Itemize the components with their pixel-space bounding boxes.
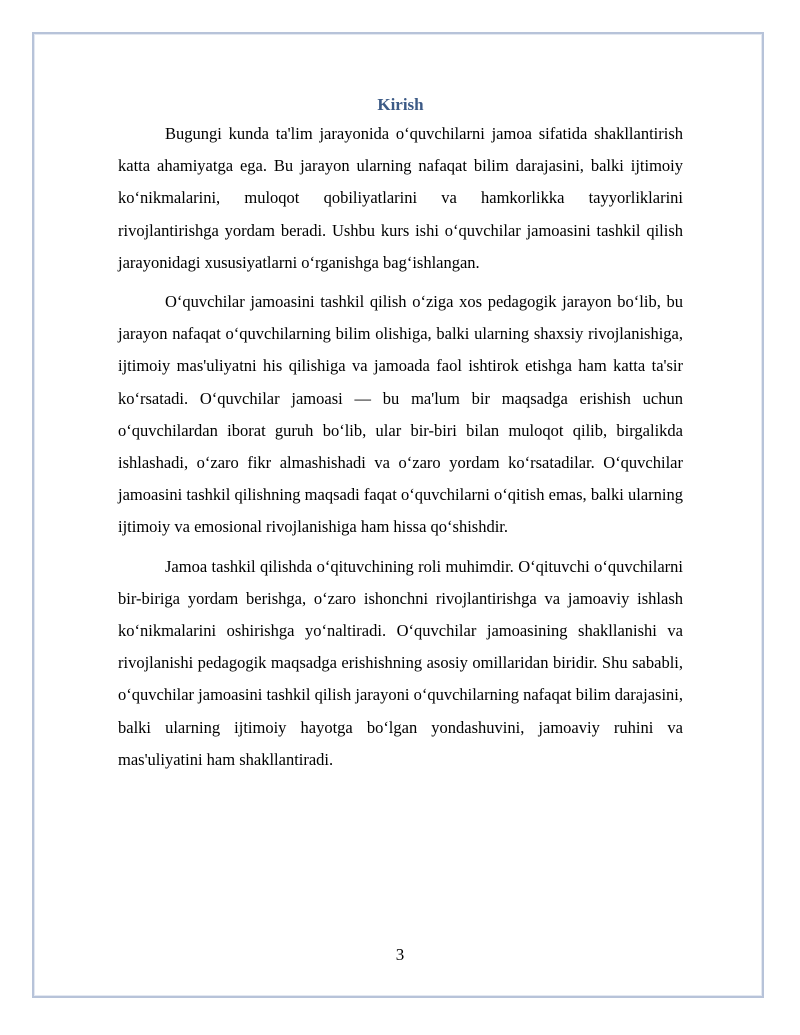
paragraph-1: Bugungi kunda ta'lim jarayonida oʻquvchilarni jamoa sifatida shakllantirish katta ahamiyatga ega. Bu jarayon ularning nafaqat bilim darajasini, balki ijtimoiy koʻnikmalarini, muloqot qobiliyatlarini va hamkorlikka tayyorliklarini rivojlantirishga yordam beradi. Ushbu kurs ishi oʻquvchilar jamoasini tashkil qilish jarayonidagi xususiyatlarni oʻrganishga bagʻishlangan. (118, 124, 683, 272)
section-title: Kirish (377, 95, 424, 114)
document-body (118, 92, 683, 783)
page-number: 3 (395, 945, 405, 964)
paragraph-2: Oʻquvchilar jamoasini tashkil qilish oʻziga xos pedagogik jarayon boʻlib, bu jarayon nafaqat oʻquvchilarning bilim olishiga, balki ularning shaxsiy rivojlanishiga, ijtimoiy mas'uliyatni his qilishiga va jamoada faol ishtirok etishga ham katta ta'sir koʻrsatadi. Oʻquvchilar jamoasi — bu ma'lum bir maqsadga erishish uchun oʻquvchilardan iborat guruh boʻlib, ular bir-biri bilan muloqot qilib, birgalikda ishlashadi, oʻzaro fikr almashishadi va oʻzaro yordam koʻrsatadilar. Oʻquvchilar jamoasini tashkil qilishning maqsadi faqat oʻquvchilarni oʻqitish emas, balki ularning ijtimoiy va emosional rivojlanishiga ham hissa qoʻshishdir. (118, 292, 683, 537)
paragraph-3: Jamoa tashkil qilishda oʻqituvchining roli muhimdir. Oʻqituvchi oʻquvchilarni bir-biriga yordam berishga, oʻzaro ishonchni rivojlantirishga va jamoaviy ishlash koʻnikmalarini oshirishga yoʻnaltiradi. Oʻquvchilar jamoasining shakllanishi va rivojlanishi pedagogik maqsadga erishishning asosiy omillaridan biridir. Shu sababli, oʻquvchilar jamoasini tashkil qilish jarayoni oʻquvchilarning nafaqat bilim darajasini, balki ularning ijtimoiy hayotga boʻlgan yondashuvini, jamoaviy ruhini va mas'uliyatini ham shakllantiradi. (118, 556, 683, 769)
